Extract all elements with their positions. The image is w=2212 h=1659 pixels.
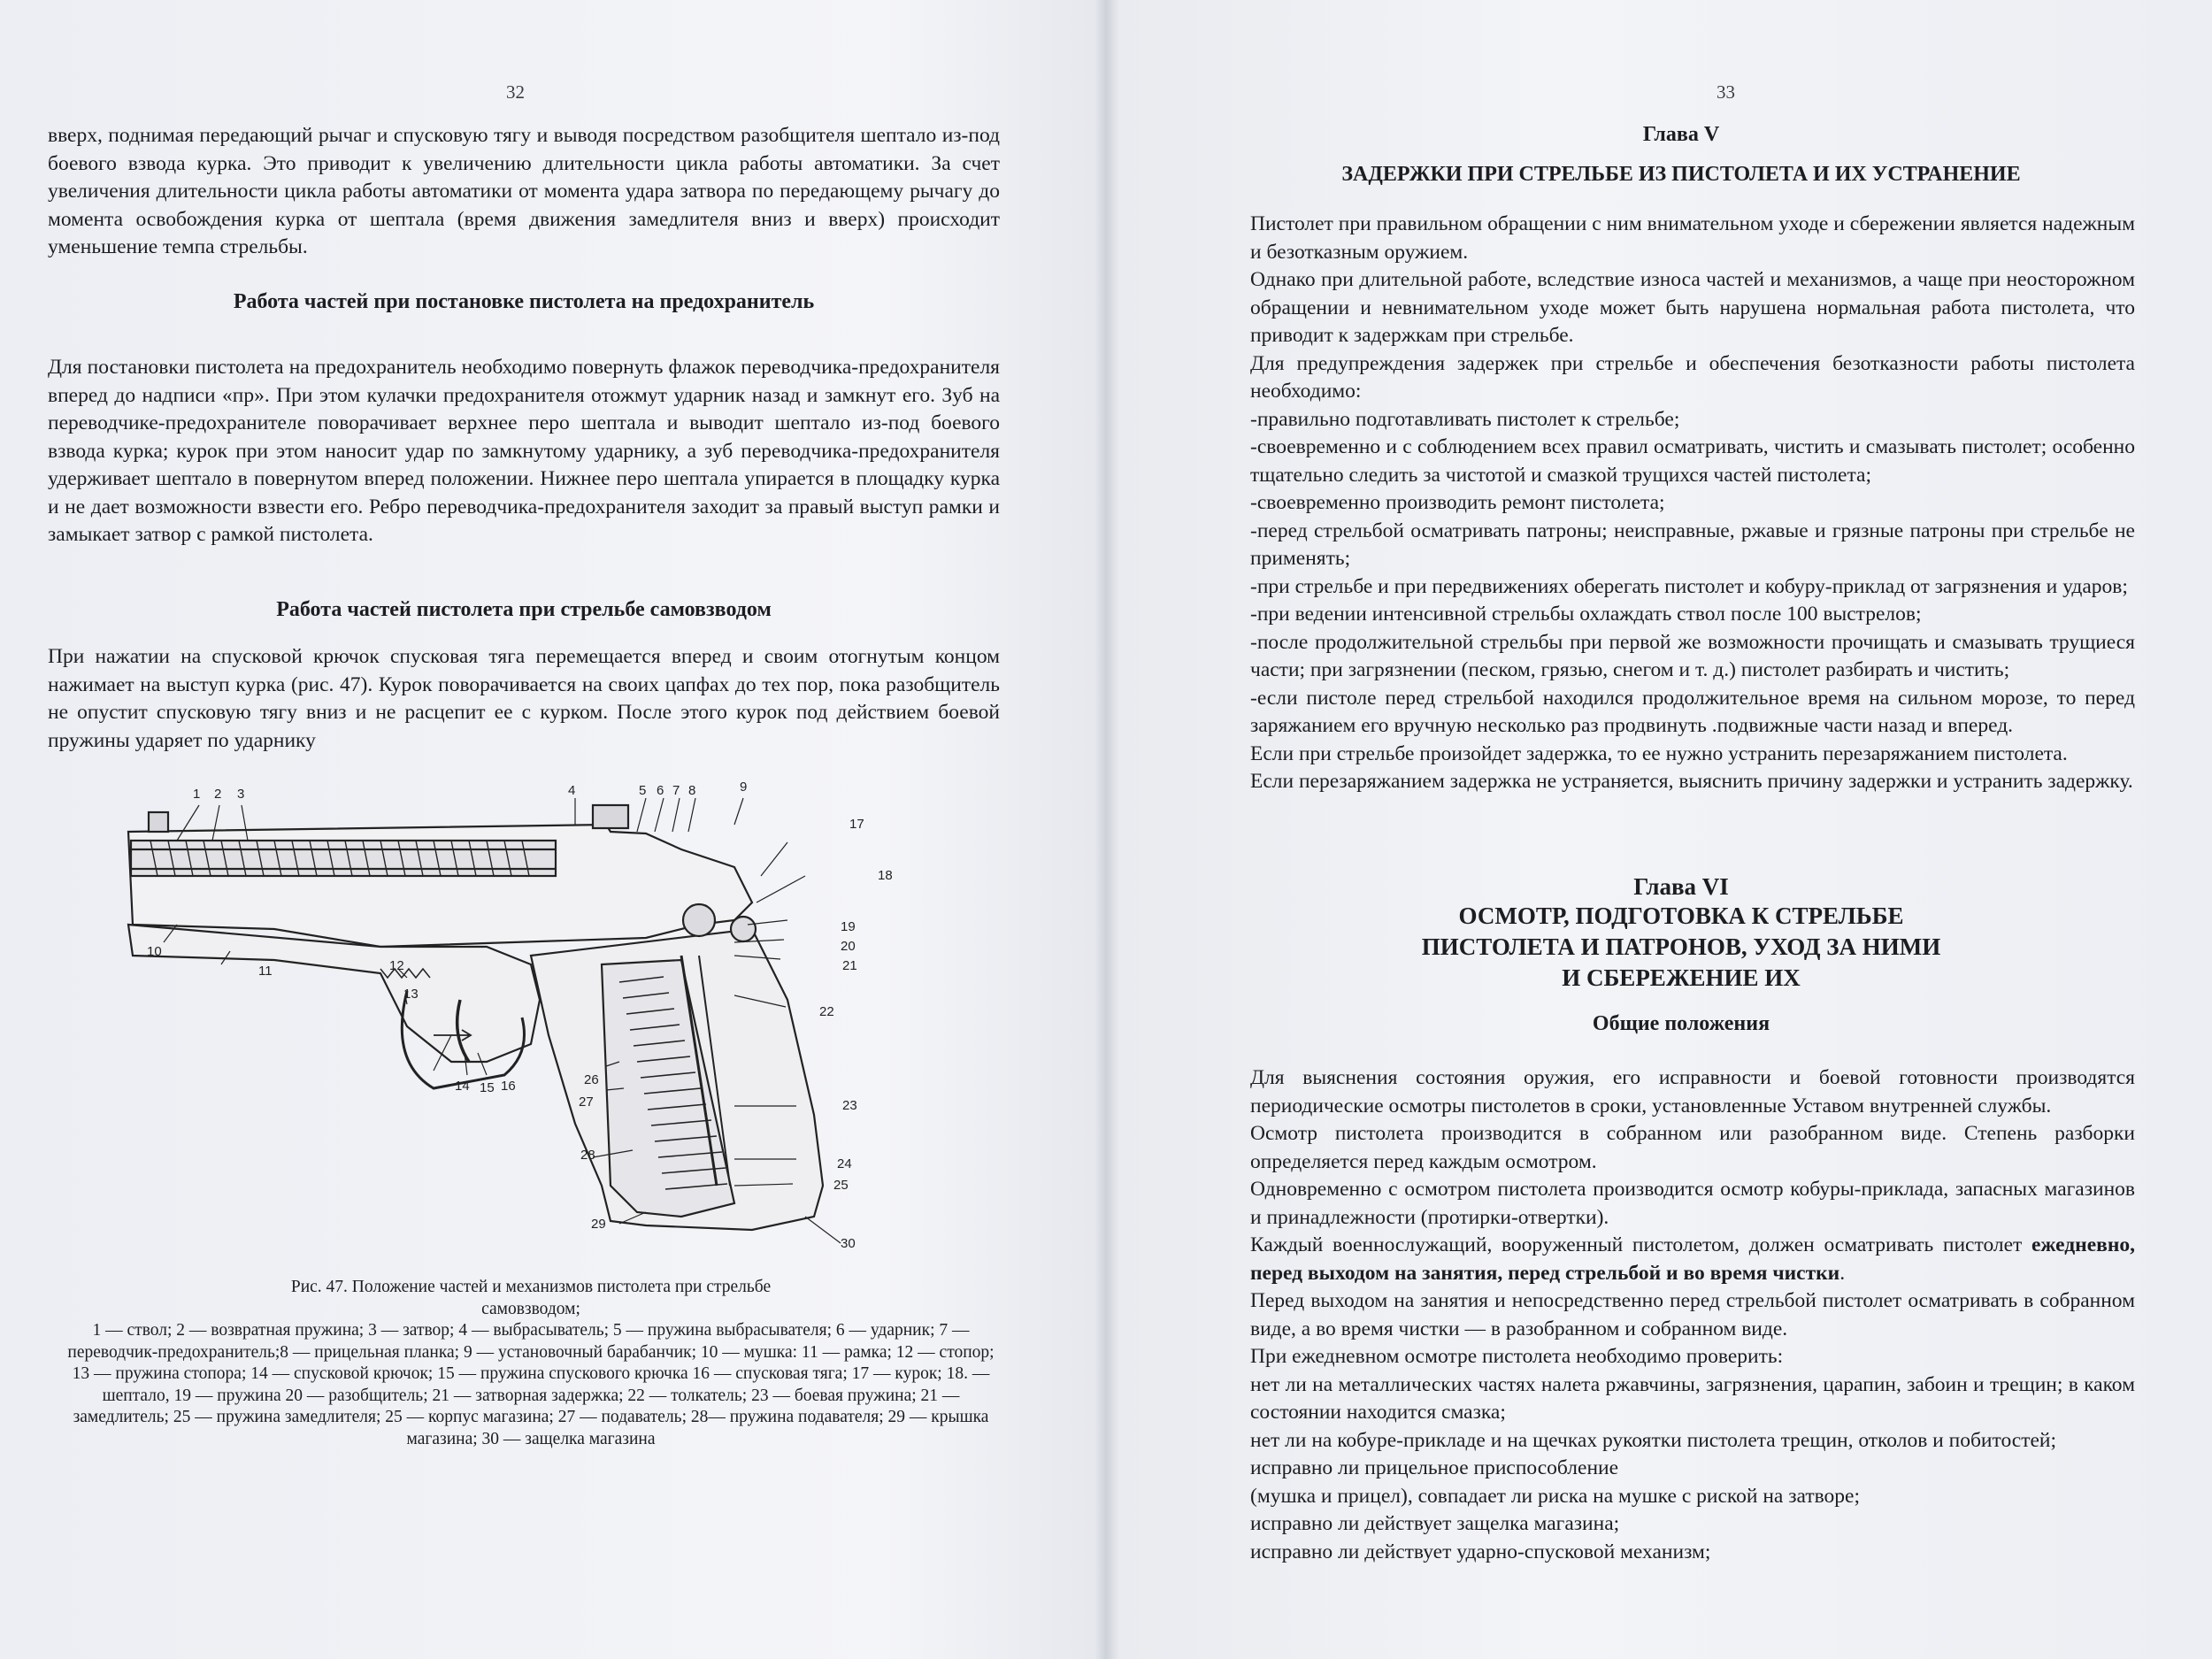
callout-20: 20 [841, 939, 856, 954]
page-number-right: 33 [1717, 81, 1735, 103]
chapter6-line: Перед выходом на занятия и непосредственно перед стрельбой пистолет осматривать в собранном виде, а во время чистки — в разобранном и собранном виде. [1250, 1289, 2135, 1340]
chapter6-line: Одновременно с осмотром пистолета производится осмотр кобуры-приклада, запасных магазинов и принадлежности (протирки-отвертки). [1250, 1178, 2135, 1229]
callout-7: 7 [672, 783, 680, 798]
callout-1: 1 [193, 787, 201, 802]
callout-2: 2 [214, 787, 222, 802]
paragraph-selfcock-text: При нажатии на спусковой крючок спусковая тяга перемещается вперед и своим отогнутым концом нажимает на выступ курка (рис. 47). Курок поворачивается на своих цапфах до тех пор, пока разобщитель не опустит спусковую тягу вниз и не расцепит ее с курком. После этого курок под действием боевой пружины ударяет по ударнику [48, 645, 1000, 752]
callout-11: 11 [258, 964, 273, 979]
callout-28: 28 [580, 1148, 595, 1163]
callout-30: 30 [841, 1236, 856, 1251]
callout-29: 29 [591, 1217, 606, 1232]
callout-9: 9 [740, 780, 748, 795]
callout-21: 21 [842, 958, 857, 973]
callout-15: 15 [480, 1080, 495, 1095]
callout-27: 27 [579, 1094, 594, 1110]
paragraph-safety [48, 354, 1000, 549]
chapter6-body [1250, 1064, 2135, 1566]
heading-selfcock: Работа частей пистолета при стрельбе самовзводом [276, 598, 772, 621]
callout-8: 8 [688, 783, 696, 798]
chapter6-title-2: ПИСТОЛЕТА И ПАТРОНОВ, УХОД ЗА НИМИ [1421, 933, 1941, 960]
chapter6-title-1: ОСМОТР, ПОДГОТОВКА К СТРЕЛЬБЕ [1458, 902, 1904, 929]
callout-23: 23 [842, 1098, 857, 1113]
chapter5-line: Если при стрельбе произойдет задержка, то ее нужно устранить перезаряжанием пистолета. [1250, 741, 2068, 765]
bold-phrase: ежедневно, перед выходом на занятия, перед стрельбой и во время чистки [1250, 1233, 2135, 1285]
chapter6-label: Глава VI [1633, 873, 1729, 900]
chapter6-line: (мушка и прицел), совпадает ли риска на мушке с риской на затворе; [1250, 1484, 1860, 1508]
callout-3: 3 [237, 787, 245, 802]
callout-22: 22 [819, 1004, 834, 1019]
callout-26: 26 [584, 1072, 599, 1087]
heading-safety: Работа частей при постановке пистолета на предохранитель [233, 290, 815, 313]
chapter6-line: нет ли на металлических частях налета ржавчины, загрязнения, царапин, забоин и трещин; в каком состоянии находится смазка; [1250, 1372, 2135, 1424]
chapter6-line: При ежедневном осмотре пистолета необходимо проверить: [1250, 1345, 1784, 1368]
paragraph-intro-text: вверх, поднимая передающий рычаг и спусковую тягу и выводя посредством разобщителя шептало из-под боевого взвода курка. Это приводит к увеличению длительности цикла работы автоматики. За счет увеличения длительности цикла работы автоматики от момента удара затвора по передающему рычагу до момента освобождения курка от шептала (время движения замедлителя вниз и вверх) происходит уменьшение темпа стрельбы. [48, 124, 1000, 258]
callout-16: 16 [501, 1079, 516, 1094]
callout-13: 13 [403, 987, 419, 1002]
chapter5-line: -своевременно и с соблюдением всех правил осматривать, чистить и смазывать пистолет; особенно тщательно следить за чистотой и смазкой трущихся частей пистолета; [1250, 435, 2135, 487]
pistol-diagram [115, 770, 894, 1265]
chapter5-body [1250, 211, 2135, 796]
chapter5-title: ЗАДЕРЖКИ ПРИ СТРЕЛЬБЕ ИЗ ПИСТОЛЕТА И ИХ УСТРАНЕНИЕ [1341, 163, 2021, 186]
callout-14: 14 [455, 1079, 470, 1094]
chapter6-line: исправно ли действует ударно-спусковой механизм; [1250, 1540, 1711, 1563]
bold-tail: . [1839, 1261, 1846, 1285]
chapter6-line-text: Каждый военнослужащий, вооруженный пистолетом, должен осматривать пистолет [1250, 1233, 2023, 1256]
chapter5-line: -при ведении интенсивной стрельбы охлаждать ствол после 100 выстрелов; [1250, 603, 1922, 626]
callout-4: 4 [568, 783, 576, 798]
callout-12: 12 [389, 958, 404, 973]
right-page [1106, 0, 2212, 1659]
chapter5-line: -при стрельбе и при передвижениях оберегать пистолет и кобуру-приклад от загрязнения и ударов; [1250, 574, 2128, 598]
paragraph-selfcock [48, 643, 1000, 755]
callout-25: 25 [833, 1178, 849, 1193]
chapter6-line: Осмотр пистолета производится в собранном или разобранном виде. Степень разборки определяется перед каждым осмотром. [1250, 1122, 2135, 1173]
figure-caption-legend: 1 — ствол; 2 — возвратная пружина; 3 — затвор; 4 — выбрасыватель; 5 — пружина выбрасывателя; 6 — ударник; 7 — переводчик-предохранитель;8 — прицельная планка; 9 — установочный барабанчик; 10 — мушка: 11 — рамка; 12 — стопор; 13 — пружина стопора; 14 — спусковой крючок; 15 — пружина спускового крючка 16 — спусковая тяга; 17 — курок; 18. — шептало, 19 — пружина 20 — разобщитель; 21 — затворная задержка; 22 — толкатель; 23 — боевая пружина; 21 — замедлитель; 25 — пружина замедлителя; 25 — корпус магазина; 27 — подаватель; 28— пружина подавателя; 29 — крышка магазина; 30 — защелка магазина [67, 1321, 995, 1448]
chapter6-line: исправно ли действует защелка магазина; [1250, 1512, 1620, 1535]
chapter6-line [1250, 1232, 2135, 1287]
callout-5: 5 [639, 783, 647, 798]
paragraph-safety-text: Для постановки пистолета на предохранитель необходимо повернуть флажок переводчика-предохранителя вперед до надписи «пр». При этом кулачки предохранителя отожмут ударник назад и замкнут его. Зуб на переводчике-предохранителе поворачивает верхнее перо шептала и выводит шептало из-под боевого взвода курка; курок при этом наносит удар по замкнутому ударнику, а зуб переводчика-предохранителя удерживает шептало в повернутом вперед положении. Нижнее перо шептала упирается в площадку курка и не дает возможности взвести его. Ребро переводчика-предохранителя заходит за правый выступ рамки и замыкает затвор с рамкой пистолета. [48, 356, 1000, 546]
chapter6-line: нет ли на кобуре-прикладе и на щечках рукоятки пистолета трещин, отколов и побитостей; [1250, 1428, 2057, 1452]
chapter5-line: Пистолет при правильном обращении с ним внимательном уходе и сбережении является надежным и безотказным оружием. [1250, 212, 2135, 264]
callout-18: 18 [878, 868, 893, 883]
paragraph-intro [48, 122, 1000, 262]
page-number-left: 32 [506, 81, 525, 103]
chapter5-label: Глава V [1642, 123, 1720, 146]
chapter5-line: -после продолжительной стрельбы при первой же возможности прочищать и смазывать трущиеся части; при загрязнении (песком, грязью, снегом и т. д.) пистолет разбирать и чистить; [1250, 630, 2135, 681]
pistol-cutaway-figure [115, 770, 894, 1265]
chapter5-line: -если пистоле перед стрельбой находился продолжительное время на сильном морозе, то перед заряжанием его вручную несколько раз продвинуть .подвижные части назад и вперед. [1250, 686, 2135, 737]
chapter5-line: -правильно подготавливать пистолет к стрельбе; [1250, 407, 1680, 431]
general-provisions-heading: Общие положения [1592, 1012, 1770, 1035]
chapter6-line: Для выяснения состояния оружия, его исправности и боевой готовности производятся периодические осмотры пистолетов в сроки, установленные Уставом внутренней службы. [1250, 1066, 2135, 1118]
chapter5-line: Однако при длительной работе, вследствие износа частей и механизмов, а чаще при неосторожном обращении и невнимательном уходе может быть нарушена нормальная работа пистолета, что приводит к задержкам при стрельбе. [1250, 268, 2135, 347]
callout-10: 10 [147, 944, 162, 959]
chapter5-line: Для предупреждения задержек при стрельбе и обеспечения безотказности работы пистолета необходимо: [1250, 351, 2135, 403]
chapter5-line: Если перезаряжанием задержка не устраняется, выяснить причину задержки и устранить задержку. [1250, 770, 2133, 793]
callout-17: 17 [849, 817, 864, 832]
callout-24: 24 [837, 1156, 852, 1171]
callout-6: 6 [657, 783, 664, 798]
chapter5-line: -перед стрельбой осматривать патроны; неисправные, ржавые и грязные патроны при стрельбе не применять; [1250, 518, 2135, 570]
chapter6-line: исправно ли прицельное приспособление [1250, 1456, 1619, 1479]
chapter5-line: -своевременно производить ремонт пистолета; [1250, 491, 1665, 514]
chapter6-title-3: И СБЕРЕЖЕНИЕ ИХ [1562, 964, 1801, 991]
figure-caption-title: Рис. 47. Положение частей и механизмов пистолета при стрельбе самовзводом; [290, 1278, 772, 1318]
callout-19: 19 [841, 919, 856, 934]
